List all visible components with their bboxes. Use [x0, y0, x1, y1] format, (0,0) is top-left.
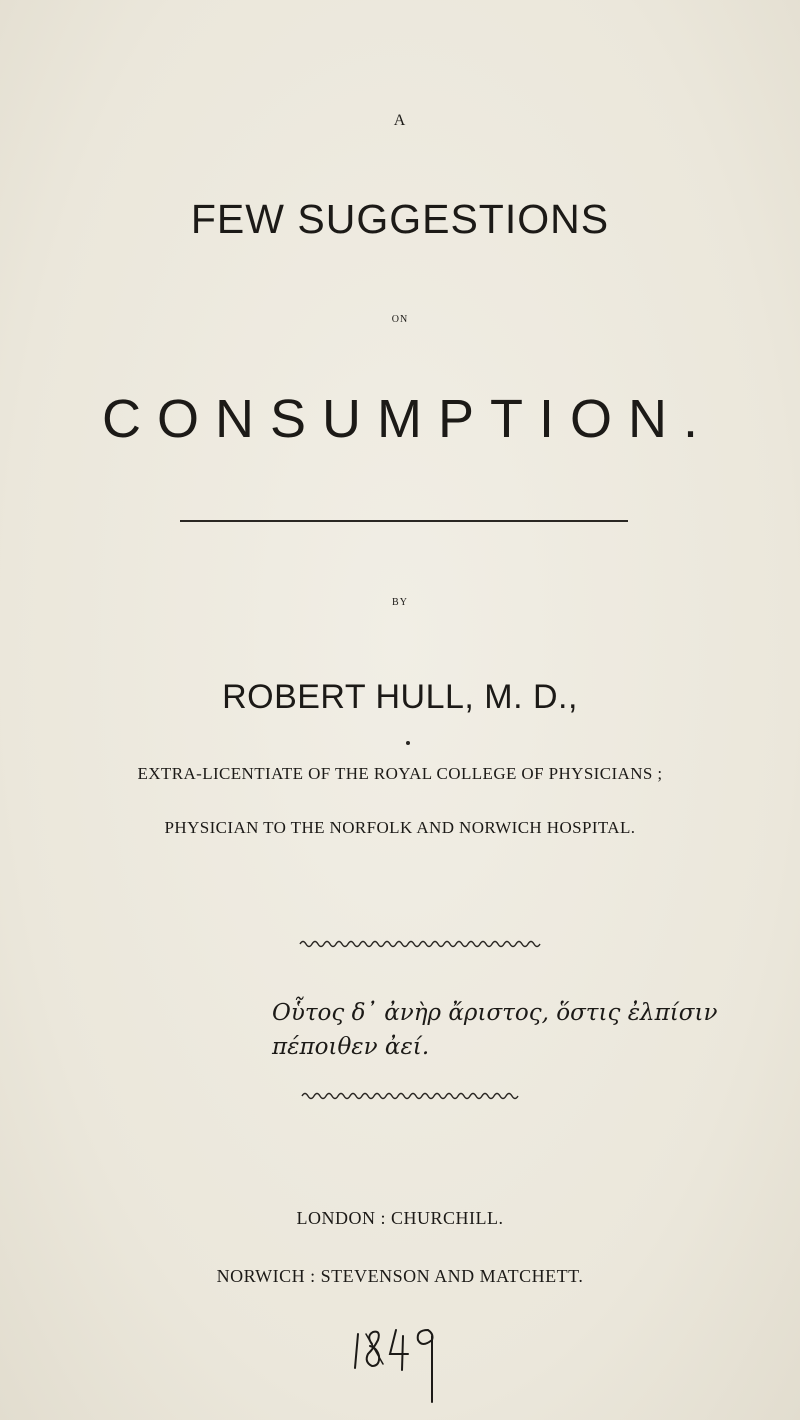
author-credential-2: PHYSICIAN TO THE NORFOLK AND NORWICH HOSPITAL. — [164, 818, 636, 837]
author-credential-1: EXTRA-LICENTIATE OF THE ROYAL COLLEGE OF PHYSICIANS ; — [137, 764, 663, 783]
title-article: A — [393, 112, 407, 129]
connector-on: ON — [391, 314, 409, 325]
author-name: ROBERT HULL, M. D., — [222, 678, 578, 716]
title-rule-divider — [180, 520, 628, 522]
connector-by: BY — [392, 597, 408, 608]
handwritten-year-annotation — [348, 1306, 458, 1406]
ornament-dot — [406, 741, 410, 745]
wavy-rule-top — [0, 938, 800, 950]
wavy-rule-bottom — [0, 1090, 800, 1102]
publisher-norwich: NORWICH : STEVENSON AND MATCHETT. — [216, 1266, 584, 1286]
epigraph-line-1: Οὗτος δ᾽ ἀνὴρ ἄριστος, ὅστις ἐλπίσιν — [272, 1000, 718, 1026]
title-line-2: CONSUMPTION. — [101, 389, 714, 449]
publisher-london: LONDON : CHURCHILL. — [296, 1208, 504, 1228]
epigraph-line-2: πέποιθεν ἀεί. — [272, 1034, 430, 1060]
title-line-1: FEW SUGGESTIONS — [190, 196, 610, 242]
